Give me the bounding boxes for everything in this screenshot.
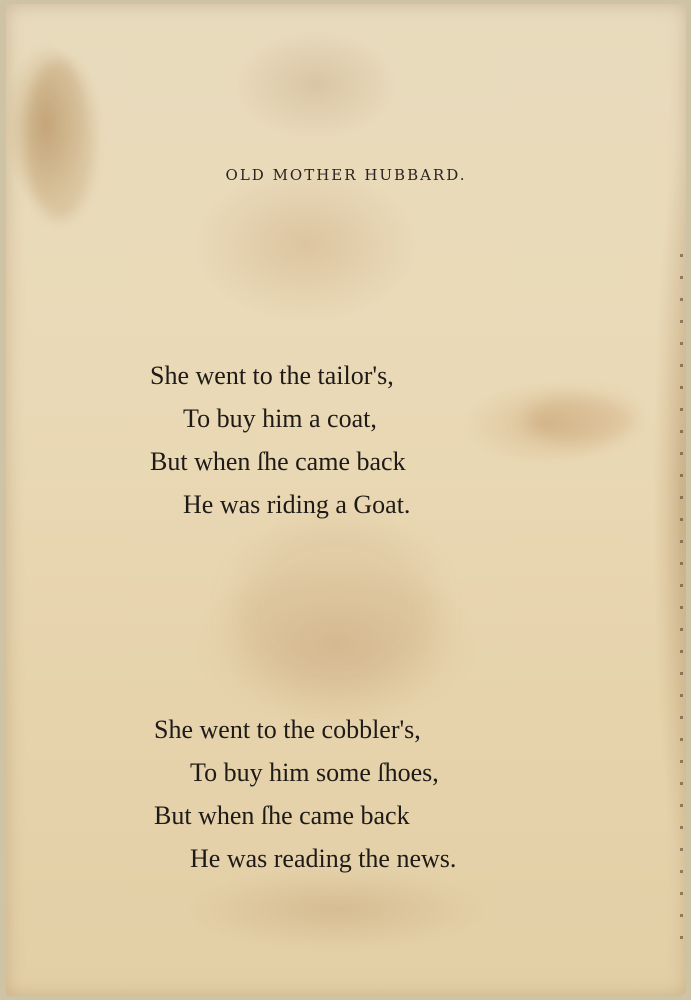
water-stain	[526, 394, 636, 444]
verse-line: He was reading the news.	[190, 844, 457, 873]
verse-line: She went to the tailor's,	[150, 361, 394, 390]
stanza	[150, 354, 410, 526]
book-page	[6, 4, 686, 996]
verse-line: To buy him some ſhoes,	[190, 758, 439, 787]
verse-line: He was riding a Goat.	[183, 490, 411, 519]
page-header: OLD MOTHER HUBBARD.	[225, 166, 467, 184]
water-stain	[24, 59, 94, 219]
verse-line: To buy him a coat,	[183, 404, 377, 433]
water-stain	[236, 524, 436, 694]
stanza	[154, 708, 456, 880]
verse-line: She went to the cobbler's,	[154, 715, 421, 744]
binding-holes	[680, 254, 683, 954]
verse-line: But when ſhe came back	[150, 447, 406, 476]
verse-line: But when ſhe came back	[154, 801, 410, 830]
